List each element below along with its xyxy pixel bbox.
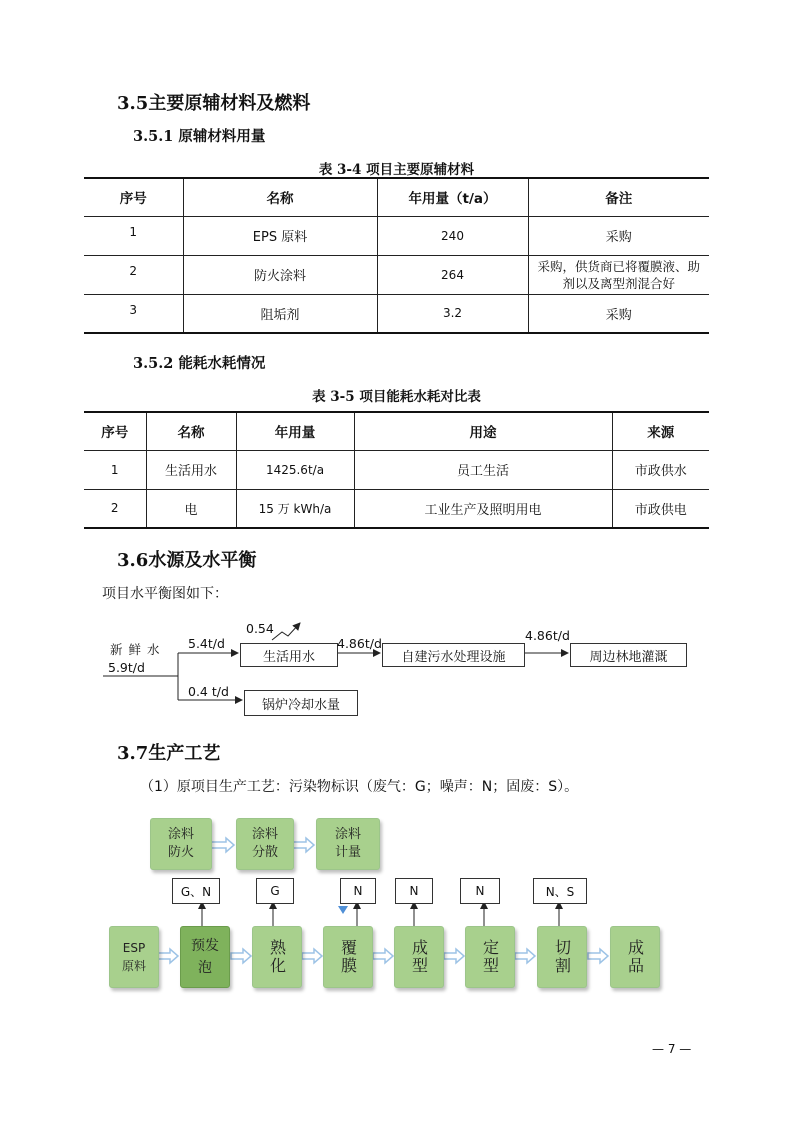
step-mold-box bbox=[394, 926, 444, 988]
step-product: 成品 bbox=[625, 939, 645, 975]
domestic-water-box: 生活用水 bbox=[240, 643, 338, 667]
loss-amount: 0.54 bbox=[246, 621, 274, 636]
step-cut: 切割 bbox=[552, 939, 572, 975]
table-header: 名称 bbox=[183, 178, 377, 216]
step-cure-box bbox=[252, 926, 302, 988]
section-title-3-5-1: 3.5.1 原辅材料用量 bbox=[133, 128, 266, 145]
coating-step-fireproof: 涂料 防火 bbox=[150, 818, 212, 870]
treatment-box: 自建污水处理设施 bbox=[382, 643, 525, 667]
table-3-4-caption: 表 3-4 项目主要原辅材料 bbox=[318, 162, 475, 178]
table-cell: 1 bbox=[84, 450, 146, 489]
section-title-3-5-2: 3.5.2 能耗水耗情况 bbox=[133, 355, 266, 372]
table-cell: 采购，供货商已将覆膜液、助剂以及离型剂混合好 bbox=[528, 255, 709, 294]
flow-to-treatment: 4.86t/d bbox=[337, 636, 382, 651]
table-cell: 3 bbox=[84, 294, 183, 333]
pollutant-box-shape: N bbox=[460, 878, 500, 904]
table-cell: 264 bbox=[377, 255, 528, 294]
table-cell: EPS 原料 bbox=[183, 216, 377, 255]
main-arrow-4 bbox=[373, 949, 393, 963]
step-shape: 定型 bbox=[480, 939, 500, 975]
table-cell: 市政供水 bbox=[612, 450, 709, 489]
table-header: 用途 bbox=[354, 412, 612, 450]
source-label: 新 鲜 水 bbox=[110, 642, 161, 657]
step-shape-box bbox=[465, 926, 515, 988]
step-mold: 成型 bbox=[409, 939, 429, 975]
blue-marker bbox=[338, 906, 348, 914]
step-film: 覆膜 bbox=[338, 939, 358, 975]
step-esp-material: ESP 原料 bbox=[109, 926, 159, 988]
table-cell: 240 bbox=[377, 216, 528, 255]
table-cell: 1 bbox=[84, 216, 183, 255]
step-film-box bbox=[323, 926, 373, 988]
step-cure: 熟化 bbox=[267, 939, 287, 975]
irrigation-box: 周边林地灌溉 bbox=[570, 643, 687, 667]
table-cell: 工业生产及照明用电 bbox=[354, 489, 612, 528]
pollutant-box-mold: N bbox=[395, 878, 433, 904]
section-title-3-5: 3.5主要原辅材料及燃料 bbox=[117, 93, 311, 114]
table-cell: 生活用水 bbox=[146, 450, 236, 489]
table-header: 来源 bbox=[612, 412, 709, 450]
step-product-box bbox=[610, 926, 660, 988]
table-header: 备注 bbox=[528, 178, 709, 216]
table-cell: 员工生活 bbox=[354, 450, 612, 489]
pollutant-box-film: N bbox=[340, 878, 376, 904]
table-cell: 采购 bbox=[528, 294, 709, 333]
boiler-box: 锅炉冷却水量 bbox=[244, 690, 358, 716]
table-cell: 2 bbox=[84, 489, 146, 528]
table-header: 名称 bbox=[146, 412, 236, 450]
branch1-amount: 5.4t/d bbox=[188, 636, 225, 651]
flow-to-irrigation: 4.86t/d bbox=[525, 628, 570, 643]
step-cut-box bbox=[537, 926, 587, 988]
table-header: 序号 bbox=[84, 178, 183, 216]
table-cell: 采购 bbox=[528, 216, 709, 255]
page-number: — 7 — bbox=[652, 1042, 692, 1056]
table-header: 序号 bbox=[84, 412, 146, 450]
main-arrow-6 bbox=[515, 949, 535, 963]
table-cell: 防火涂料 bbox=[183, 255, 377, 294]
main-arrow-1 bbox=[158, 949, 178, 963]
process-intro: （1）原项目生产工艺：污染物标识（废气：G；噪声：N；固废：S）。 bbox=[140, 779, 579, 795]
table-cell: 市政供电 bbox=[612, 489, 709, 528]
table-cell: 阻垢剂 bbox=[183, 294, 377, 333]
table-header: 年用量 bbox=[236, 412, 354, 450]
section-title-3-7: 3.7生产工艺 bbox=[117, 743, 221, 764]
pollutant-box-cut: N、S bbox=[533, 878, 587, 904]
main-arrow-3 bbox=[302, 949, 322, 963]
table-cell: 电 bbox=[146, 489, 236, 528]
pollutant-box-cure: G bbox=[256, 878, 294, 904]
table-cell: 3.2 bbox=[377, 294, 528, 333]
main-arrow-7 bbox=[588, 949, 608, 963]
table-cell: 1425.6t/a bbox=[236, 450, 354, 489]
table-header: 年用量（t/a） bbox=[377, 178, 528, 216]
coating-arrow-1 bbox=[210, 838, 234, 852]
main-arrow-5 bbox=[444, 949, 464, 963]
table-3-5-caption: 表 3-5 项目能耗水耗对比表 bbox=[312, 389, 481, 405]
table-cell: 2 bbox=[84, 255, 183, 294]
table-cell: 15 万 kWh/a bbox=[236, 489, 354, 528]
branch2-amount: 0.4 t/d bbox=[188, 684, 229, 699]
coating-step-disperse: 涂料 分散 bbox=[236, 818, 294, 870]
coating-step-metering: 涂料 计量 bbox=[316, 818, 380, 870]
step-prefoam: 预发 泡 bbox=[180, 926, 230, 988]
source-amount: 5.9t/d bbox=[108, 660, 145, 675]
pollutant-box-prefoam: G、N bbox=[172, 878, 220, 904]
main-arrow-2 bbox=[231, 949, 251, 963]
section-title-3-6: 3.6水源及水平衡 bbox=[117, 550, 257, 571]
water-balance-intro: 项目水平衡图如下： bbox=[102, 586, 228, 602]
